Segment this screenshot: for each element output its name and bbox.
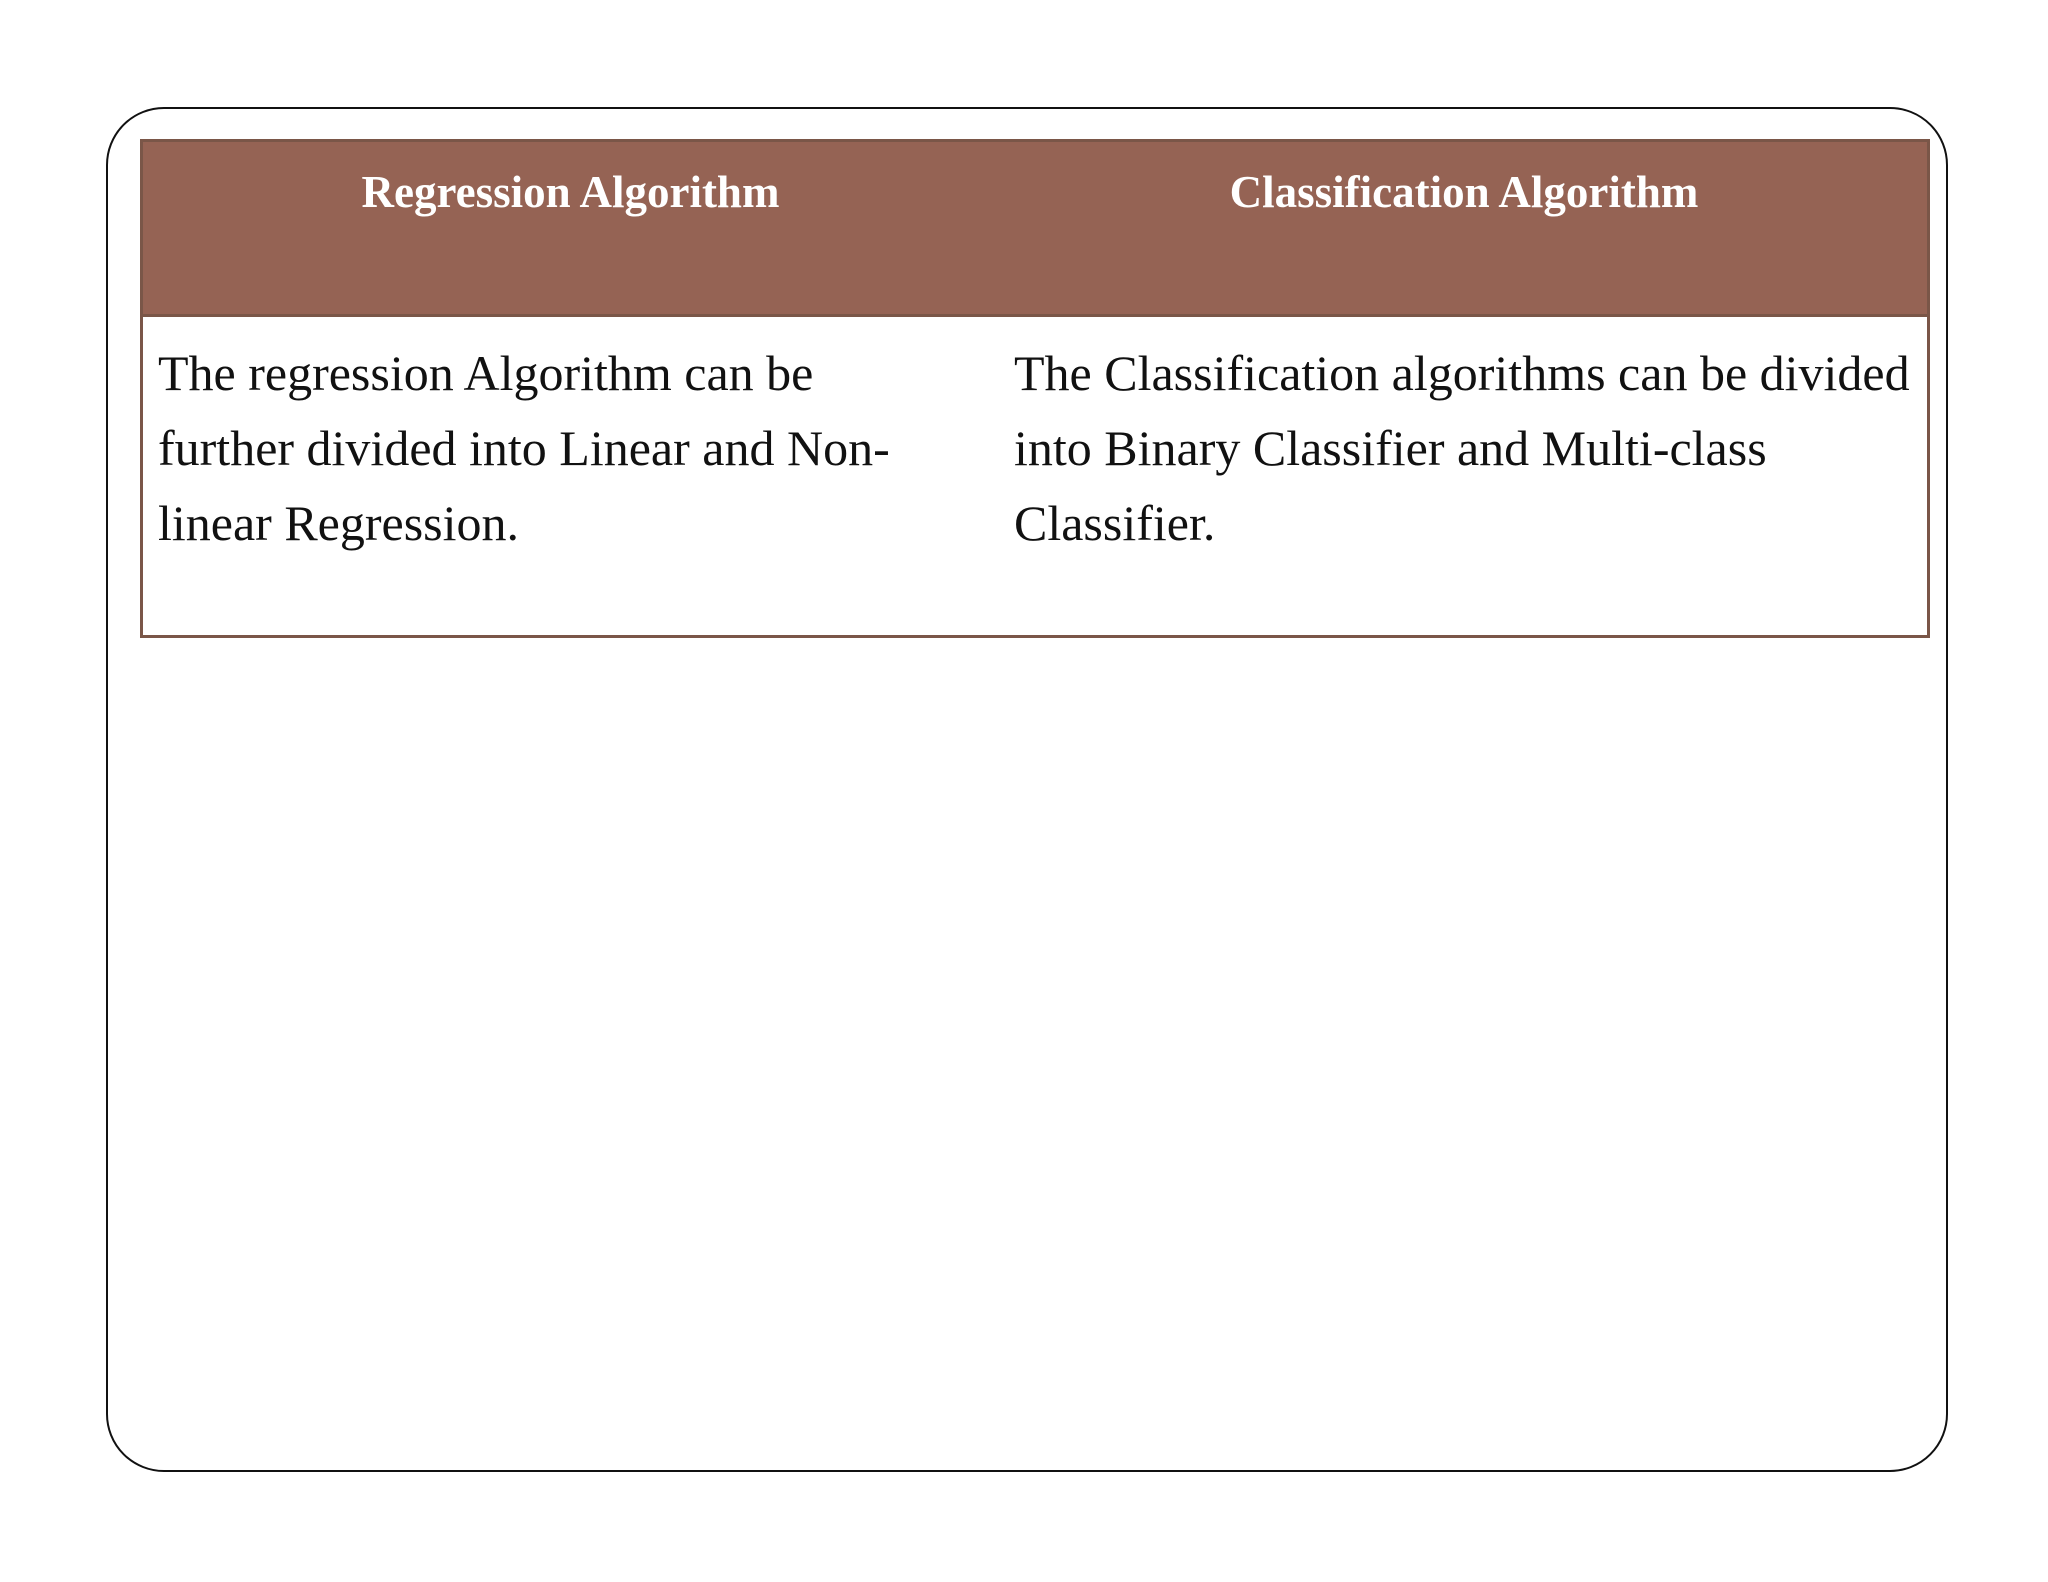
classification-description-cell: The Classification algorithms can be divided into Binary Classifier and Multi-class Classifier.: [1014, 345, 1910, 551]
header-classification-algorithm: Classification Algorithm: [1229, 167, 1699, 217]
table-header-row: [143, 142, 1927, 317]
header-regression-algorithm: Regression Algorithm: [361, 167, 780, 217]
regression-description-cell: The regression Algorithm can be further divided into Linear and Non-linear Regression.: [158, 345, 890, 551]
comparison-table: [140, 139, 1930, 638]
